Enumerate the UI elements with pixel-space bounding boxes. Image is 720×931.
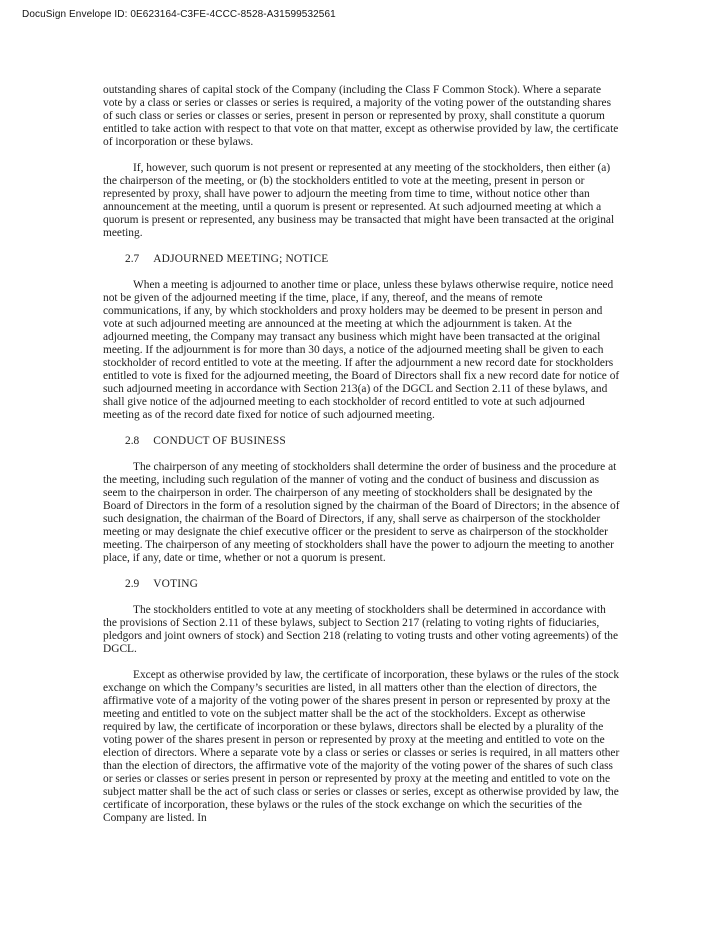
- section-number-2-9: 2.9: [125, 578, 140, 590]
- paragraph-voting-standards: Except as otherwise provided by law, the certificate of incorporation, these bylaws or the rules of the stock exchange on which the Company’s securities are listed, in all matters other than the election of directors, the affirmative vote of a majority of the voting power of the shares present in person or represented by proxy at the meeting and entitled to vote on the subject matter shall be the act of the stockholders. Except as otherwise required by law, the certificate of incorporation or these bylaws, directors shall be elected by a plurality of the voting power of the shares present in person or represented by proxy at the meeting and entitled to vote on the election of directors. Where a separate vote by a class or series or classes or series is required, in all matters other than the election of directors, the affirmative vote of the majority of the voting power of the shares of such class or series or classes or series present in person or represented by proxy at the meeting and entitled to vote on the subject matter shall be the act of such class or series or classes or series, except as otherwise provided by law, the certificate of incorporation, these bylaws or the rules of the stock exchange on which the securities of the Company are listed. In: [103, 669, 620, 824]
- paragraph-quorum-not-present: If, however, such quorum is not present or represented at any meeting of the stockholders, then either (a) the chairperson of the meeting, or (b) the stockholders entitled to vote at the meeting, present in person or represented by proxy, shall have power to adjourn the meeting from time to time, without notice other than announcement at the meeting, until a quorum is present or represented. At such adjourned meeting at which a quorum is present or represented, any business may be transacted that might have been transacted at the original meeting.: [103, 162, 615, 239]
- docusign-envelope-id: DocuSign Envelope ID: 0E623164-C3FE-4CCC-8528-A31599532561: [22, 9, 336, 20]
- paragraph-voting-determination: The stockholders entitled to vote at any meeting of stockholders shall be determined in accordance with the provisions of Section 2.11 of these bylaws, subject to Section 217 (relating to voting rights of fiduciaries, pledgors and joint owners of stock) and Section 218 (relating to voting trusts and other voting agreements) of the DGCL.: [103, 604, 618, 655]
- section-heading-2-9: [103, 578, 620, 591]
- section-heading-2-8: [103, 435, 620, 448]
- section-title-conduct-of-business: CONDUCT OF BUSINESS: [153, 435, 286, 447]
- paragraph-conduct-of-business: The chairperson of any meeting of stockholders shall determine the order of business and the procedure at the meeting, including such regulation of the manner of voting and the conduct of business and discussion as seem to the chairperson in order. The chairperson of any meeting of stockholders shall be designated by the Board of Directors in the form of a resolution signed by the chairman of the Board of Directors; in the absence of such designation, the chairman of the Board of Directors, if any, shall serve as chairperson of the stockholder meeting or may designate the chief executive officer or the president to serve as chairperson of the stockholder meeting. The chairperson of any meeting of stockholders shall have the power to adjourn the meeting to another place, if any, date or time, whether or not a quorum is present.: [103, 461, 620, 564]
- section-heading-2-7: [103, 253, 620, 266]
- section-title-voting: VOTING: [153, 578, 199, 590]
- document-body: [103, 84, 620, 838]
- paragraph-adjourned-meeting-notice: When a meeting is adjourned to another time or place, unless these bylaws otherwise require, notice need not be given of the adjourned meeting if the time, place, if any, thereof, and the means of remote communications, if any, by which stockholders and proxy holders may be deemed to be present in person and vote at such adjourned meeting are announced at the meeting at which the adjournment is taken. At the adjourned meeting, the Company may transact any business which might have been transacted at the original meeting. If the adjournment is for more than 30 days, a notice of the adjourned meeting shall be given to each stockholder of record entitled to vote at the meeting. If after the adjournment a new record date for stockholders entitled to vote is fixed for the adjourned meeting, the Board of Directors shall fix a new record date for notice of such adjourned meeting in accordance with Section 213(a) of the DGCL and Section 2.11 of these bylaws, and shall give notice of the adjourned meeting to each stockholder of record entitled to vote at such adjourned meeting as of the record date fixed for notice of such adjourned meeting.: [103, 279, 620, 421]
- section-number-2-7: 2.7: [125, 253, 140, 265]
- section-number-2-8: 2.8: [125, 435, 140, 447]
- paragraph-quorum-continuation: outstanding shares of capital stock of the Company (including the Class F Common Stock). Where a separate vote by a class or series or classes or series is required, a majority of the voting power of the outstanding shares of such class or series or classes or series, present in person or represented by proxy, shall constitute a quorum entitled to take action with respect to that vote on that matter, except as otherwise provided by law, the certificate of incorporation or these bylaws.: [103, 84, 619, 148]
- section-title-adjourned-meeting-notice: ADJOURNED MEETING; NOTICE: [153, 253, 329, 265]
